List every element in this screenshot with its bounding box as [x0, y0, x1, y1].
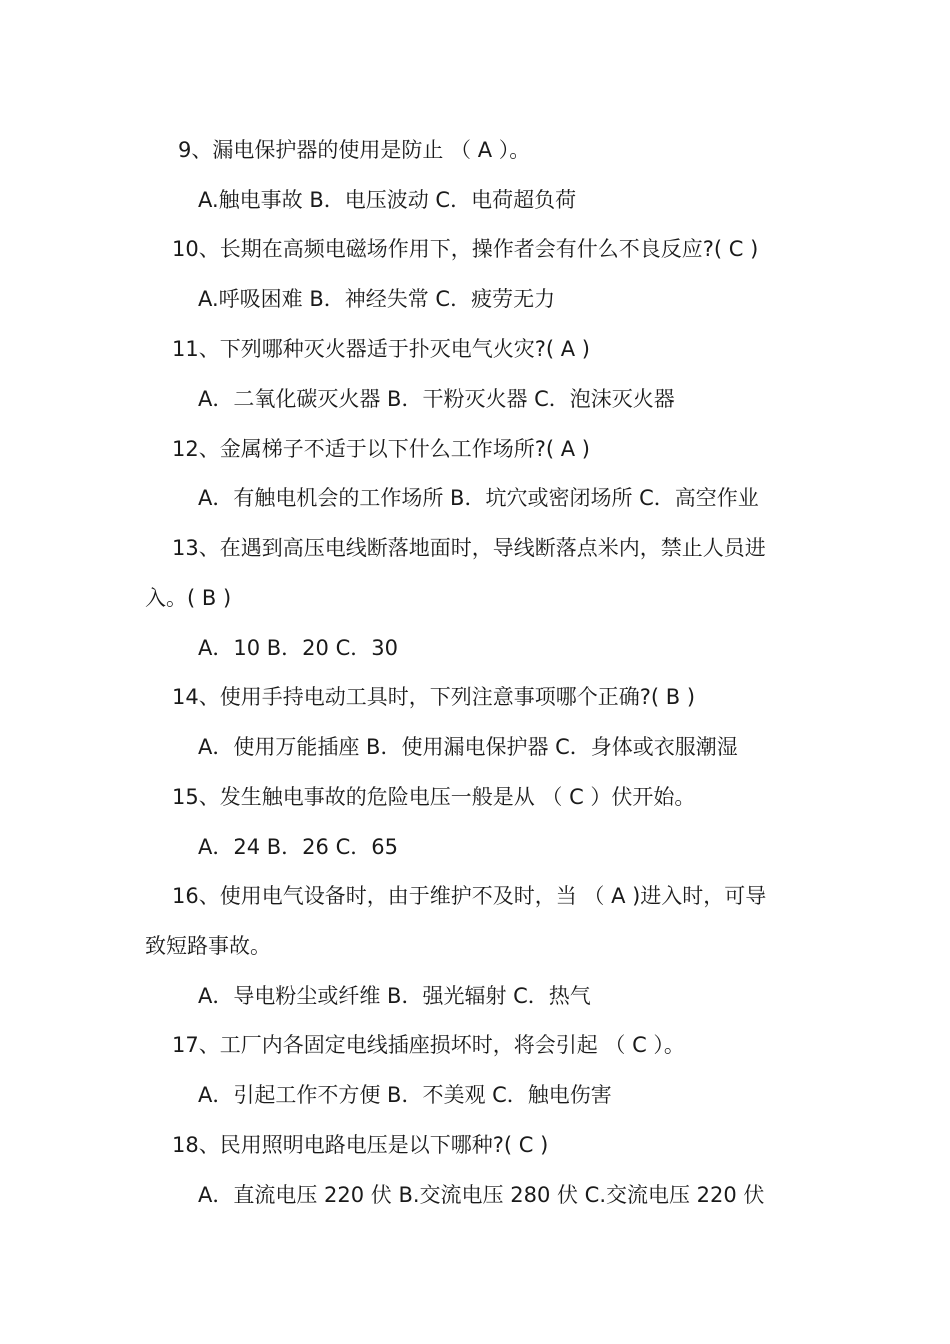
- question-15: 15、发生触电事故的危险电压一般是从 （ C ）伏开始。: [172, 785, 696, 809]
- question-11: 11、下列哪种灭火器适于扑灭电气火灾?( A ): [172, 337, 590, 361]
- question-14: 14、使用手持电动工具时，下列注意事项哪个正确?( B ): [172, 685, 696, 709]
- question-16: 16、使用电气设备时，由于维护不及时，当 （ A )进入时，可导: [172, 884, 767, 908]
- options-16: A．导电粉尘或纤维 B．强光辐射 C．热气: [198, 984, 591, 1008]
- options-18: A．直流电压 220 伏 B.交流电压 280 伏 C.交流电压 220 伏: [198, 1183, 765, 1207]
- options-9: A.触电事故 B．电压波动 C．电荷超负荷: [198, 188, 577, 212]
- options-10: A.呼吸困难 B．神经失常 C．疲劳无力: [198, 287, 556, 311]
- options-12: A．有触电机会的工作场所 B．坑穴或密闭场所 C．高空作业: [198, 486, 759, 510]
- options-13: A．10 B．20 C．30: [198, 636, 398, 660]
- question-18: 18、民用照明电路电压是以下哪种?( C ): [172, 1133, 549, 1157]
- question-10: 10、长期在高频电磁场作用下，操作者会有什么不良反应?( C ): [172, 237, 759, 261]
- question-17: 17、工厂内各固定电线插座损坏时，将会引起 （ C ）。: [172, 1033, 685, 1057]
- options-15: A．24 B．26 C．65: [198, 835, 398, 859]
- options-17: A．引起工作不方便 B．不美观 C．触电伤害: [198, 1083, 612, 1107]
- question-16-continuation: 致短路事故。: [145, 934, 271, 958]
- question-12: 12、金属梯子不适于以下什么工作场所?( A ): [172, 437, 590, 461]
- question-13: 13、在遇到高压电线断落地面时，导线断落点米内，禁止人员进: [172, 536, 766, 560]
- options-11: A．二氧化碳灭火器 B．干粉灭火器 C．泡沫灭火器: [198, 387, 675, 411]
- options-14: A．使用万能插座 B．使用漏电保护器 C．身体或衣服潮湿: [198, 735, 738, 759]
- question-9: 9、漏电保护器的使用是防止 （ A ）。: [178, 138, 531, 162]
- question-13-continuation: 入。( B ): [145, 586, 232, 610]
